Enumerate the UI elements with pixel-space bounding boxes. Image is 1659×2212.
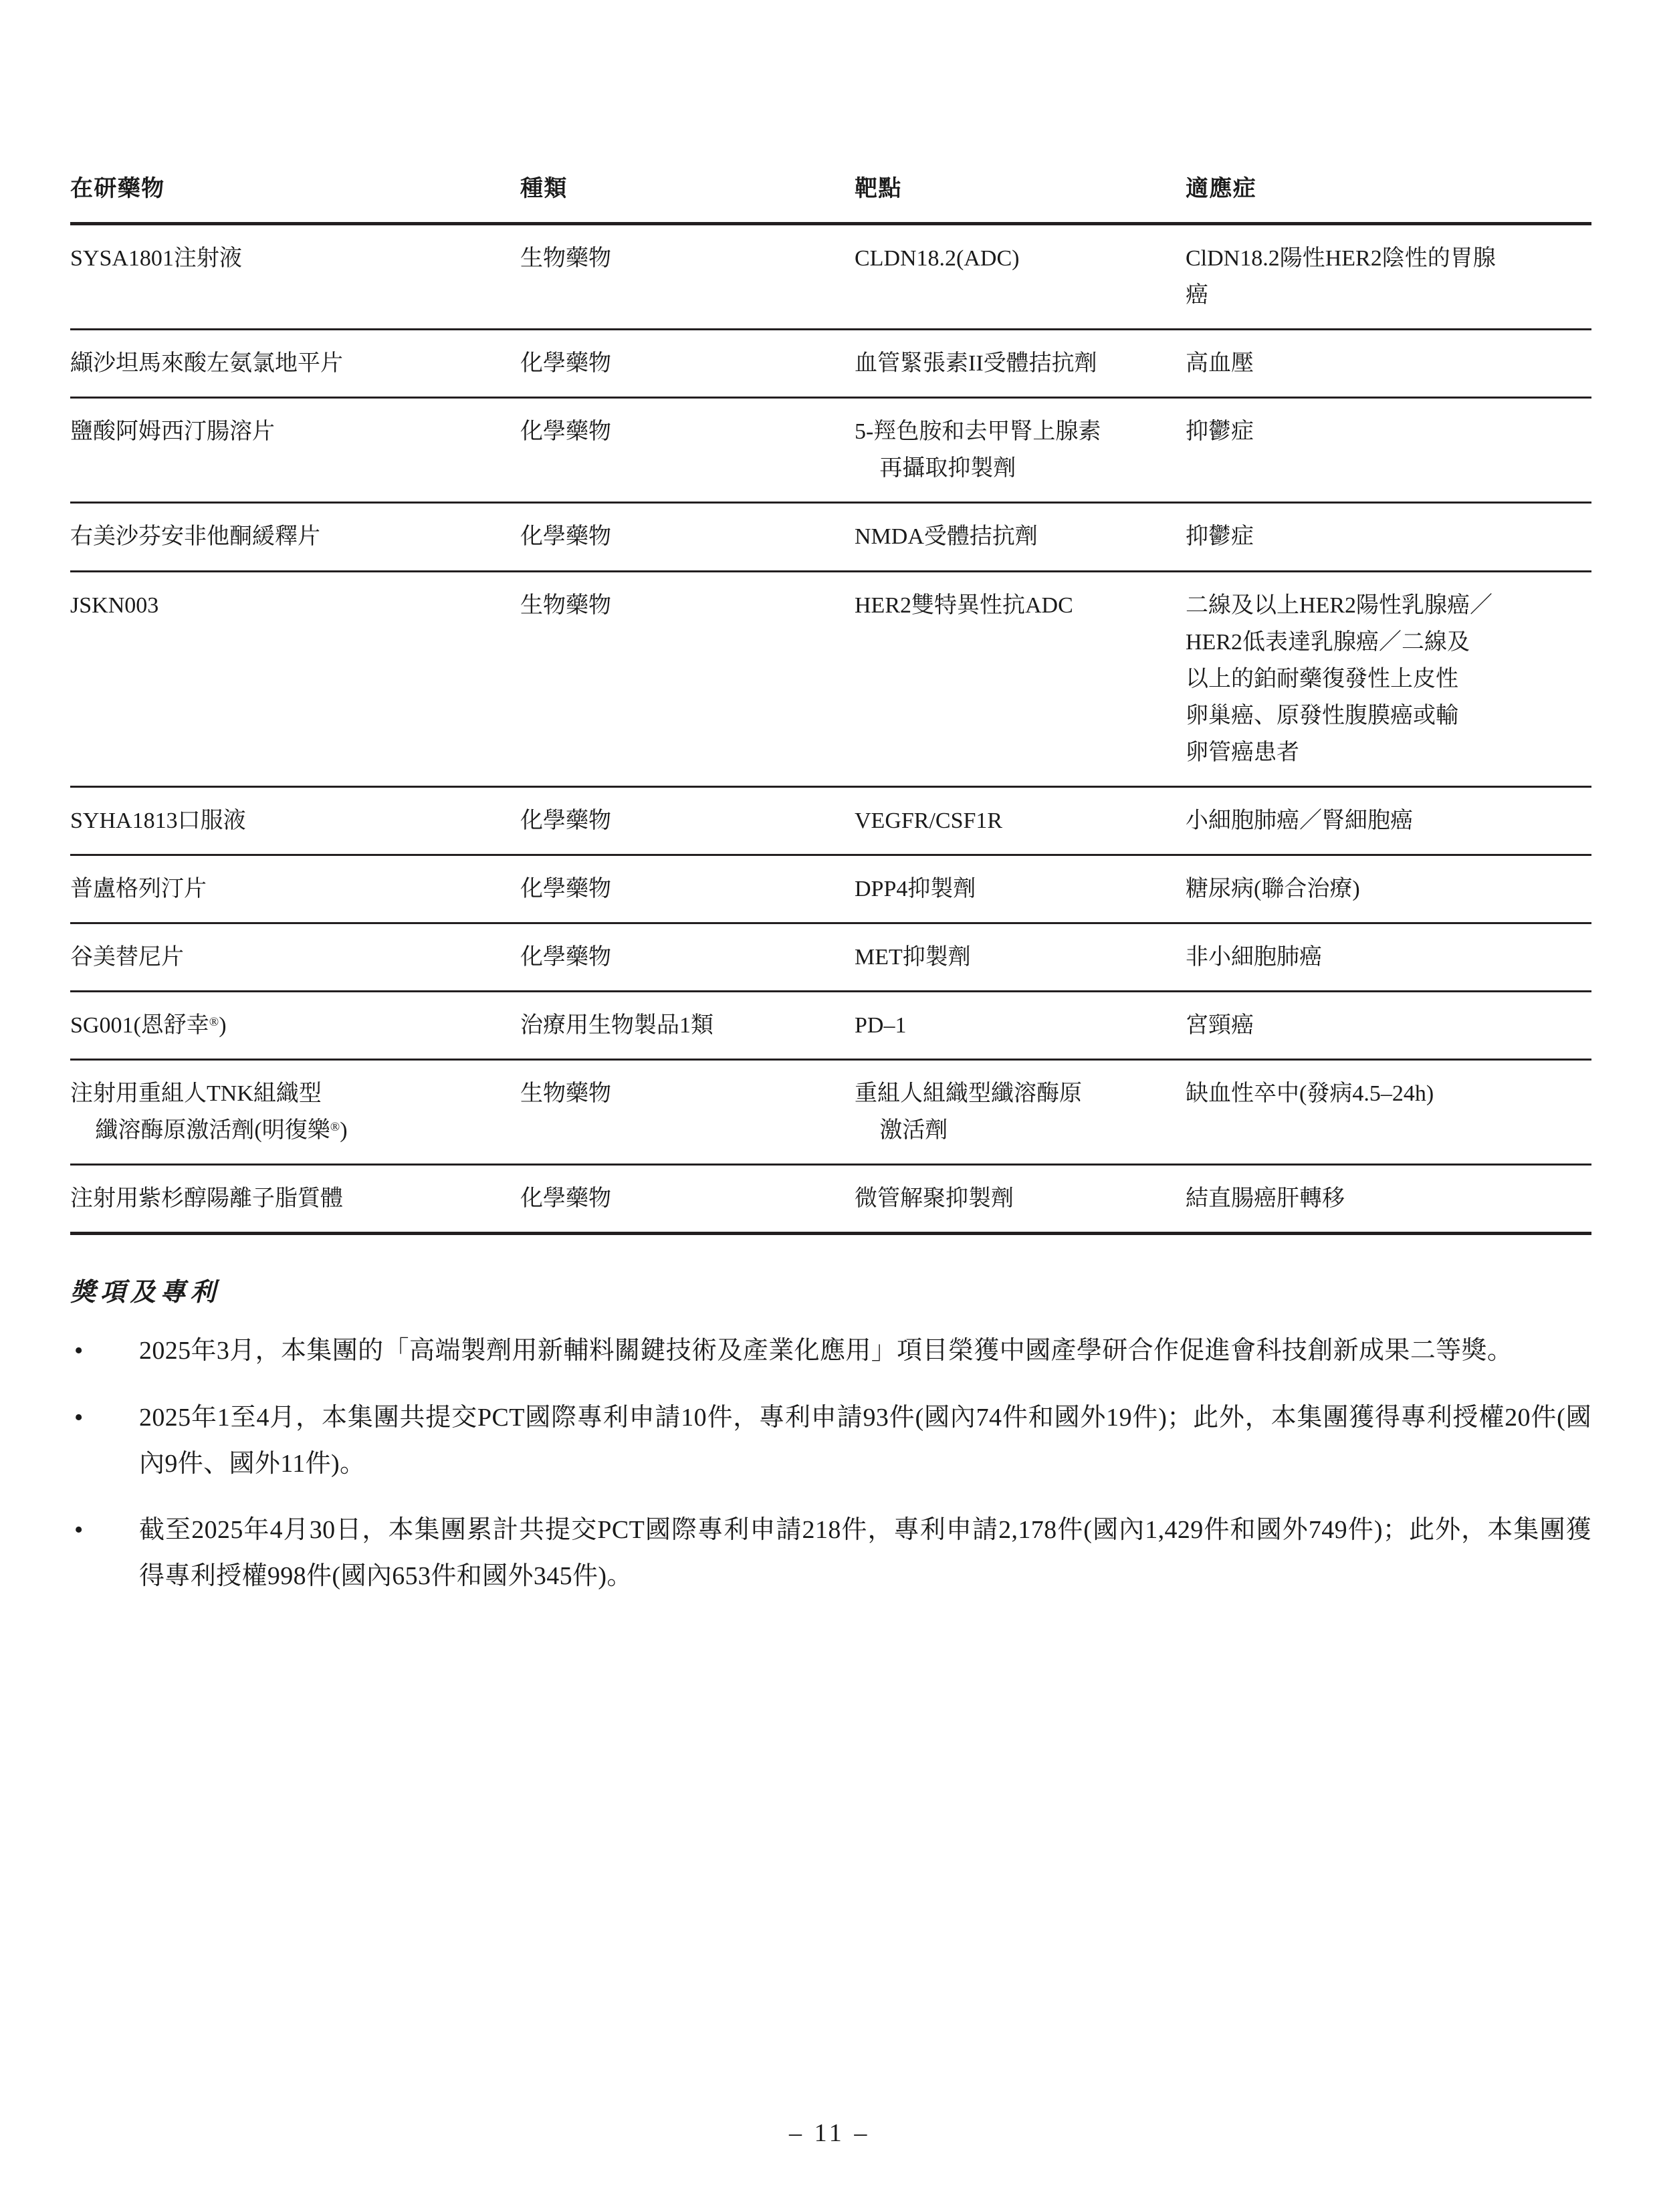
table-row (70, 855, 1591, 923)
registered-trademark-icon: ® (209, 1015, 219, 1030)
page-footer (0, 2118, 1659, 2148)
list-item-text: 2025年3月，本集團的「高端製劑用新輔料關鍵技術及產業化應用」項目榮獲中國產學研合作促進會科技創新成果二等獎。 (139, 1337, 1513, 1365)
cell-drug-name (70, 923, 520, 992)
list-item (70, 1328, 1591, 1374)
cell-drug-indication (1186, 855, 1591, 923)
bullet-icon: • (74, 1515, 84, 1544)
cell-drug-type (520, 224, 855, 330)
cell-drug-name (70, 1165, 520, 1234)
cell-line: DPP4抑製劑 (855, 877, 976, 902)
page-content (70, 171, 1591, 1599)
cell-line: 高血壓 (1186, 351, 1254, 376)
page-number: – 11 – (789, 2119, 870, 2147)
cell-drug-type (520, 571, 855, 786)
cell-line: 卵管癌患者 (1186, 740, 1299, 765)
cell-drug-target (855, 786, 1186, 855)
cell-line: HER2低表達乳腺癌／二線及 (1186, 629, 1470, 655)
table-row (70, 1165, 1591, 1234)
cell-drug-target (855, 398, 1186, 503)
cell-drug-target (855, 503, 1186, 571)
bullet-icon: • (74, 1403, 84, 1432)
cell-drug-target (855, 1165, 1186, 1234)
table-row (70, 992, 1591, 1060)
cell-line: HER2雙特異性抗ADC (855, 592, 1073, 618)
cell-line: 化學藥物 (520, 419, 611, 445)
cell-drug-indication (1186, 330, 1591, 398)
cell-line: 生物藥物 (520, 1081, 611, 1107)
cell-drug-type (520, 855, 855, 923)
cell-drug-name (70, 786, 520, 855)
cell-line: 谷美替尼片 (70, 945, 184, 970)
table-row (70, 1060, 1591, 1165)
cell-drug-indication (1186, 398, 1591, 503)
cell-drug-indication (1186, 992, 1591, 1060)
cell-line: JSKN003 (70, 592, 159, 618)
cell-drug-name (70, 1060, 520, 1165)
cell-line: 生物藥物 (520, 592, 611, 618)
list-item-text: 截至2025年4月30日，本集團累計共提交PCT國際專利申請218件，專利申請2,178件(國內1,429件和國外749件)；此外，本集團獲得專利授權998件(國內653件和國外345件)。 (139, 1515, 1591, 1591)
cell-line: 再攝取抑製劑 (879, 456, 1016, 481)
cell-drug-target (855, 992, 1186, 1060)
column-header-indication: 適應症 (1186, 171, 1591, 224)
cell-line: 微管解聚抑製劑 (855, 1186, 1014, 1212)
cell-drug-indication (1186, 786, 1591, 855)
cell-line: 癌 (1186, 283, 1208, 308)
list-item-text: 2025年1至4月，本集團共提交PCT國際專利申請10件，專利申請93件(國內74件和國外19件)；此外，本集團獲得專利授權20件(國內9件、國外11件)。 (139, 1403, 1591, 1478)
list-item (70, 1507, 1591, 1599)
table-row (70, 224, 1591, 330)
cell-line: 二線及以上HER2陽性乳腺癌／ (1186, 592, 1492, 618)
cell-line: 小細胞肺癌／腎細胞癌 (1186, 808, 1413, 833)
cell-line: NMDA受體拮抗劑 (855, 524, 1038, 550)
cell-line: SYHA1813口服液 (70, 808, 246, 833)
cell-line: 以上的鉑耐藥復發性上皮性 (1186, 666, 1458, 691)
drug-pipeline-table (70, 171, 1591, 1235)
cell-line: SYSA1801注射液 (70, 246, 242, 271)
cell-drug-name (70, 571, 520, 786)
table-row (70, 923, 1591, 992)
cell-drug-target (855, 1060, 1186, 1165)
cell-line: CLDN18.2(ADC) (855, 246, 1020, 271)
cell-line: 糖尿病(聯合治療) (1186, 877, 1360, 902)
cell-drug-type (520, 992, 855, 1060)
cell-line: 注射用紫杉醇陽離子脂質體 (70, 1186, 343, 1212)
cell-line: 化學藥物 (520, 1186, 611, 1212)
cell-line: 右美沙芬安非他酮緩釋片 (70, 524, 320, 550)
table-header (70, 171, 1591, 224)
cell-drug-target (855, 330, 1186, 398)
cell-drug-type (520, 786, 855, 855)
cell-drug-type (520, 330, 855, 398)
cell-line: 鹽酸阿姆西汀腸溶片 (70, 419, 275, 445)
cell-line: 抑鬱症 (1186, 524, 1254, 550)
cell-drug-indication (1186, 1165, 1591, 1234)
cell-line: 激活劑 (879, 1118, 948, 1143)
cell-line: 化學藥物 (520, 808, 611, 833)
cell-line: 血管緊張素II受體拮抗劑 (855, 351, 1097, 376)
cell-drug-type (520, 503, 855, 571)
cell-line: 宮頸癌 (1186, 1013, 1254, 1038)
table-row (70, 503, 1591, 571)
cell-drug-type (520, 1060, 855, 1165)
cell-drug-type (520, 1165, 855, 1234)
column-header-drug: 在研藥物 (70, 171, 520, 224)
cell-drug-name (70, 398, 520, 503)
cell-line: 抑鬱症 (1186, 419, 1254, 445)
cell-line: ClDN18.2陽性HER2陰性的胃腺 (1186, 246, 1496, 271)
cell-line: 治療用生物製品1類 (520, 1013, 713, 1038)
cell-drug-indication (1186, 503, 1591, 571)
bullet-icon: • (74, 1337, 84, 1365)
cell-drug-target (855, 923, 1186, 992)
cell-drug-indication (1186, 571, 1591, 786)
cell-drug-name (70, 224, 520, 330)
table-row (70, 571, 1591, 786)
cell-line: PD–1 (855, 1013, 907, 1038)
cell-line: 生物藥物 (520, 246, 611, 271)
cell-line: 結直腸癌肝轉移 (1186, 1186, 1345, 1212)
cell-drug-type (520, 923, 855, 992)
cell-drug-indication (1186, 1060, 1591, 1165)
cell-line: 重組人組織型纖溶酶原 (855, 1081, 1082, 1107)
awards-patents-bullet-list (70, 1328, 1591, 1599)
table-row (70, 786, 1591, 855)
cell-drug-indication (1186, 923, 1591, 992)
cell-line: 化學藥物 (520, 877, 611, 902)
registered-trademark-icon: ® (330, 1120, 340, 1135)
cell-line: 5-羥色胺和去甲腎上腺素 (855, 419, 1101, 445)
cell-drug-name (70, 330, 520, 398)
cell-drug-name (70, 503, 520, 571)
cell-drug-name (70, 992, 520, 1060)
cell-line: MET抑製劑 (855, 945, 971, 970)
cell-drug-type (520, 398, 855, 503)
cell-line: 卵巢癌、原發性腹膜癌或輸 (1186, 703, 1458, 728)
table-row (70, 398, 1591, 503)
cell-line: 注射用重組人TNK組織型 (70, 1081, 322, 1107)
cell-line: 化學藥物 (520, 945, 611, 970)
cell-line: 纖溶酶原激活劑(明復樂®) (95, 1118, 348, 1143)
cell-line: SG001(恩舒幸®) (70, 1013, 227, 1038)
cell-drug-name (70, 855, 520, 923)
cell-drug-target (855, 224, 1186, 330)
cell-line: 非小細胞肺癌 (1186, 945, 1322, 970)
table-header-row (70, 171, 1591, 224)
cell-drug-indication (1186, 224, 1591, 330)
cell-line: 化學藥物 (520, 524, 611, 550)
cell-drug-target (855, 571, 1186, 786)
section-heading-awards-patents: 獎項及專利 (70, 1279, 221, 1307)
cell-line: 缺血性卒中(發病4.5–24h) (1186, 1081, 1434, 1107)
cell-drug-target (855, 855, 1186, 923)
table-body (70, 224, 1591, 1234)
column-header-type: 種類 (520, 171, 855, 224)
table-row (70, 330, 1591, 398)
column-header-target: 靶點 (855, 171, 1186, 224)
cell-line: VEGFR/CSF1R (855, 808, 1003, 833)
cell-line: 普盧格列汀片 (70, 877, 207, 902)
cell-line: 纈沙坦馬來酸左氨氯地平片 (70, 351, 343, 376)
cell-line: 化學藥物 (520, 351, 611, 376)
list-item (70, 1395, 1591, 1487)
